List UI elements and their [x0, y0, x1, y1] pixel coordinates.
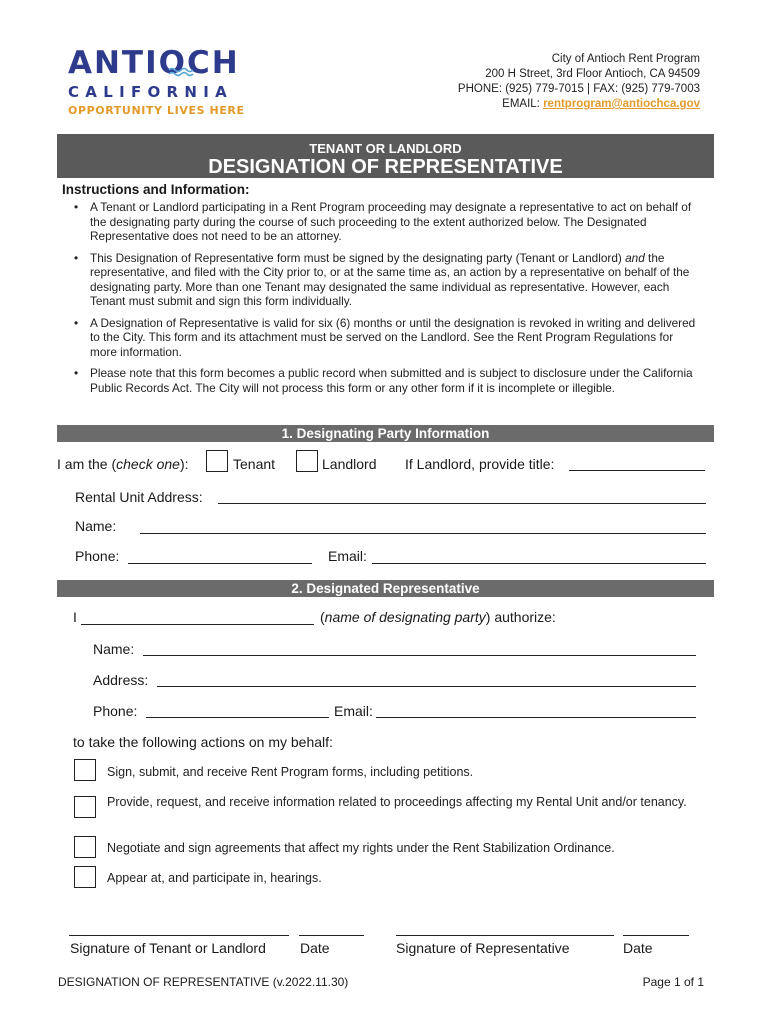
- rep-signature-field[interactable]: [396, 935, 614, 936]
- action-checkbox-negotiate[interactable]: [74, 836, 96, 858]
- email-field[interactable]: [372, 563, 706, 564]
- name-label: Name:: [75, 518, 117, 534]
- contact-phone-fax: PHONE: (925) 779-7015 | FAX: (925) 779-7003: [457, 83, 700, 95]
- instructions-list: [72, 200, 700, 402]
- logo-wordmark: ANTIOCH: [68, 45, 240, 81]
- antioch-logo: [68, 46, 268, 119]
- landlord-title-field[interactable]: [569, 470, 705, 471]
- section2-header: 2. Designated Representative: [57, 580, 714, 597]
- action-negotiate-label: Negotiate and sign agreements that affect my rights under the Rent Stabilization Ordinance.: [107, 841, 615, 855]
- rep-email-label: Email:: [334, 703, 373, 719]
- banner-subtitle: TENANT OR LANDLORD: [309, 141, 462, 156]
- phone-field[interactable]: [128, 563, 312, 564]
- rep-signature-label: Signature of Representative: [396, 940, 570, 956]
- rep-phone-label: Phone:: [93, 703, 138, 719]
- page-title: DESIGNATION OF REPRESENTATIVE: [208, 156, 563, 178]
- landlord-checkbox[interactable]: [296, 450, 318, 472]
- tenant-label: Tenant: [233, 456, 276, 472]
- logo-state: CALIFORNIA: [68, 83, 234, 101]
- instruction-item: • A Tenant or Landlord participating in a Rent Program proceeding may designate a representative to act on behalf of the designating party during the course of such proceeding to the extent authorized below. The Designated Representative does not need to be an attorney.: [72, 200, 700, 244]
- name-field[interactable]: [140, 533, 706, 534]
- instruction-item: • Please note that this form becomes a public record when submitted and is subject to disclosure under the California Public Records Act. The City will not process this form or any other form if it is incomplete or illegible.: [72, 366, 700, 395]
- rep-name-field[interactable]: [143, 655, 696, 656]
- action-forms-label: Sign, submit, and receive Rent Program forms, including petitions.: [107, 765, 474, 779]
- page-number: Page 1 of 1: [642, 975, 704, 989]
- instruction-item: • A Designation of Representative is valid for six (6) months or until the designation is revoked in writing and delivered to the City. This form and its attachment must be served on the Landlord. See the Rent Program Regulations for more information.: [72, 316, 700, 360]
- rental-address-label: Rental Unit Address:: [75, 489, 203, 505]
- rep-name-label: Name:: [93, 641, 135, 657]
- tenant-checkbox[interactable]: [206, 450, 228, 472]
- tenant-date-label: Date: [300, 940, 330, 956]
- rep-address-label: Address:: [93, 672, 149, 688]
- iam-label: I am the (check one):: [57, 456, 189, 472]
- rep-address-field[interactable]: [157, 686, 696, 687]
- action-checkbox-forms[interactable]: [74, 759, 96, 781]
- contact-org: City of Antioch Rent Program: [551, 53, 700, 65]
- landlord-title-label: If Landlord, provide title:: [405, 456, 555, 472]
- i-label: I: [73, 609, 77, 625]
- contact-email-row: [458, 97, 700, 112]
- landlord-label: Landlord: [322, 456, 377, 472]
- designating-party-field[interactable]: [81, 624, 314, 625]
- waves-icon: [168, 66, 194, 78]
- tenant-signature-field[interactable]: [69, 935, 289, 936]
- instructions-heading: Instructions and Information:: [62, 182, 250, 197]
- action-information-label: Provide, request, and receive information related to proceedings affecting my Rental Unit and/or tenancy.: [107, 795, 687, 809]
- designating-party-label: (name of designating party) authorize:: [320, 609, 556, 625]
- tenant-date-field[interactable]: [299, 935, 364, 936]
- form-version: DESIGNATION OF REPRESENTATIVE (v.2022.11.30): [58, 975, 349, 989]
- contact-email-link[interactable]: rentprogram@antiochca.gov: [543, 98, 700, 110]
- title-banner: [57, 134, 714, 178]
- email-label: Email:: [328, 548, 367, 564]
- phone-label: Phone:: [75, 548, 120, 564]
- rep-date-field[interactable]: [623, 935, 689, 936]
- tenant-signature-label: Signature of Tenant or Landlord: [70, 940, 266, 956]
- rep-date-label: Date: [623, 940, 653, 956]
- action-checkbox-information[interactable]: [74, 796, 96, 818]
- section1-header: 1. Designating Party Information: [57, 425, 714, 442]
- contact-block: [458, 52, 700, 112]
- logo-tagline: OPPORTUNITY LIVES HERE: [68, 104, 245, 117]
- action-checkbox-hearings[interactable]: [74, 866, 96, 888]
- actions-intro: to take the following actions on my behalf:: [73, 734, 333, 750]
- rep-phone-field[interactable]: [146, 717, 329, 718]
- instruction-item: • This Designation of Representative form must be signed by the designating party (Tenant or Landlord) and the representative, and filed with the City prior to, or at the same time as, an action by a representative on behalf of the designating party. More than one Tenant may designated the same individual as representative. However, each Tenant must submit and sign this form individually.: [72, 251, 700, 309]
- rep-email-field[interactable]: [376, 717, 696, 718]
- contact-email-label: EMAIL:: [502, 98, 544, 110]
- rental-address-field[interactable]: [218, 503, 706, 504]
- action-hearings-label: Appear at, and participate in, hearings.: [107, 871, 322, 885]
- contact-address: 200 H Street, 3rd Floor Antioch, CA 94509: [485, 68, 700, 80]
